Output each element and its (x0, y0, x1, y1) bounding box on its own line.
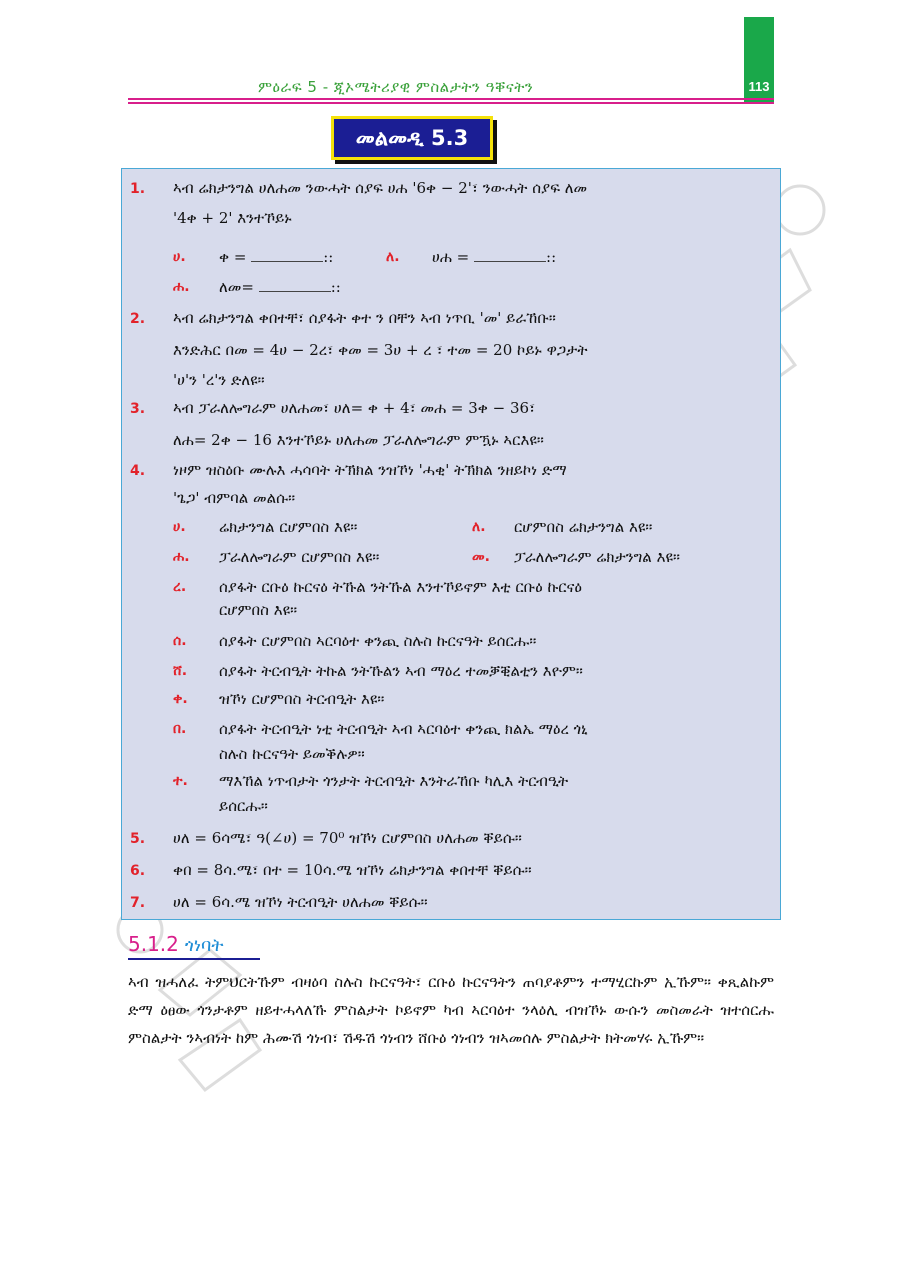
section-title: ጎነባት (184, 935, 224, 956)
q4-part-text: ርሆምበስ ሬክታንግል እዩ። (514, 518, 653, 536)
q4-part-text-2: ይሰርሑ። (219, 797, 268, 815)
exercise-box (121, 168, 781, 920)
q4-part-text: ሰያፋት ትርብዒት ትኩል ንትኹልን ኣብ ማዕረ ተመቓቒልቲን እዮም። (219, 662, 583, 680)
question-2-text-2: እንድሕር በመ = 4ሀ − 2ረ፣ ቀመ = 3ሀ + ረ ፣ ተመ = 20 ኮይኑ ዋጋታት (173, 341, 588, 359)
q4-part-label: ሰ. (173, 633, 187, 649)
q1-part-label: ሀ. (173, 249, 186, 265)
section-paragraph: ኣብ ዝሓለፈ ትምህርትኹም ብዛዕባ ስሉስ ኩርናዓት፣ ርቡዕ ኩርናዓትን ጠባያቶምን ተማሂርኩም ኢኹም። ቀጺልኩም ድማ ዕፀው ጎንታቶም ዘይተሓላለኹ ምስልታት ኮይኖም ካብ ኣርባዕተ ንላዕሊ ብዝኾኑ ውሱን መስመራት ዝተሰርሑ ምስልታት ንኣብነት ከም ሕሙሽ ጎነብ፣ ሽዱሽ ጎነብን ሸቡዕ ጎነብን ዝኣመሰሉ ምስልታት ክትመሃሩ ኢኹም። (128, 973, 774, 1047)
question-2-text-3: 'ሀ'ን 'ረ'ን ድለዩ። (173, 371, 265, 389)
question-2-text: ኣብ ሬክታንግል ቀበተቸ፣ ሰያፋት ቀተ ን በቸን ኣብ ነጥቢ 'መ' ይራኸቡ። (173, 309, 556, 327)
question-number: 2. (130, 311, 146, 327)
q4-part-text: ሰያፋት ርሆምበስ ኣርባዕተ ቀንጪ ስሉስ ኩርናዓት ይሰርሑ። (219, 632, 537, 650)
q4-part-label: ቀ. (173, 691, 188, 707)
chapter-header-title: ምዕራፍ 5 - ጂኦሜትሪያዊ ምስልታትን ዓቐናትን (258, 78, 534, 96)
question-1-text: ኣብ ሬክታንግል ሀለሐመ ንውሓት ሰያፍ ሀሐ '6ቀ − 2'፣ ንውሓት ሰያፍ ለመ (173, 179, 588, 197)
q4-part-label: ሀ. (173, 519, 186, 535)
q4-part-label: ለ. (472, 519, 486, 535)
q1-part-a-text: ቀ = (219, 248, 247, 266)
q4-part-text: ፓራለሎግራም ሬክታንግል እዩ። (514, 548, 680, 566)
section-heading (128, 932, 223, 956)
q4-part-label: መ. (472, 549, 490, 565)
q1-part-a: ቀ = :: (219, 248, 334, 266)
question-number: 7. (130, 895, 146, 911)
question-number: 6. (130, 863, 146, 879)
section-underline (128, 958, 260, 960)
q4-part-text-2: ስሉስ ኩርናዓት ይመቕሉዎ። (219, 745, 365, 763)
question-3-text: ኣብ ፓራለሎግራም ሀለሐመ፣ ሀለ= ቀ + 4፣ መሐ = 3ቀ − 36፣ (173, 399, 536, 417)
question-4-text-2: 'ጌጋ' ብምባል መልሱ። (173, 489, 296, 507)
question-number: 4. (130, 463, 146, 479)
q4-part-text: ዝኾነ ርሆምበስ ትርብዒት እዩ። (219, 690, 385, 708)
q1-part-label: ለ. (386, 249, 400, 265)
question-7-text: ሀለ = 6ሳ.ሜ ዝኾነ ትርብዒት ሀለሐመ ቐይሱ። (173, 893, 428, 911)
q4-part-label: ረ. (173, 579, 187, 595)
q1-part-c-text: ለመ= (219, 278, 254, 296)
q4-part-label: በ. (173, 721, 187, 737)
question-number: 1. (130, 181, 146, 197)
q4-part-text: ሰያፋት ትርብዒት ነቲ ትርብዒት ኣብ ኣርባዕተ ቀንጪ ክልኤ ማዕረ ጎኒ (219, 720, 588, 738)
header-divider (128, 98, 774, 100)
q1-part-c: ለመ= :: (219, 278, 341, 296)
q1-part-label: ሐ. (173, 279, 190, 295)
q4-part-text-2: ርሆምበስ እዩ። (219, 601, 298, 619)
q4-part-label: ሸ. (173, 663, 188, 679)
answer-blank[interactable] (251, 249, 323, 262)
q4-part-label: ሐ. (173, 549, 190, 565)
question-3-text-2: ለሐ= 2ቀ − 16 እንተኾይኑ ሀለሐመ ፓራለሎግራም ምዃኑ ኣርእዩ። (173, 431, 544, 449)
question-5-text: ሀለ = 6ሳሜ፣ ዓ(∠ሀ) = 70⁰ ዝኾነ ርሆምበስ ሀለሐመ ቐይሱ። (173, 829, 522, 847)
question-6-text: ቀበ = 8ሳ.ሜ፣ በተ = 10ሳ.ሜ ዝኾነ ሬክታንግል ቀበተቸ ቐይሱ። (173, 861, 532, 879)
answer-blank[interactable] (474, 249, 546, 262)
question-number: 5. (130, 831, 146, 847)
section-number: 5.1.2 (128, 932, 179, 956)
q4-part-text: ፓራለሎግራም ርሆምበስ እዩ። (219, 548, 380, 566)
question-1-text-2: '4ቀ + 2' እንተኾይኑ (173, 209, 292, 227)
question-4-text: ነዞም ዝስዕቡ ሙሉእ ሓሳባት ትኽክል ንዝኾነ 'ሓቂ' ትኽክል ንዘይኮነ ድማ (173, 461, 567, 479)
answer-blank[interactable] (259, 279, 331, 292)
q4-part-text: ሰያፋት ርቡዕ ኩርናዕ ትኹል ንትኹል እንተኾይኖም እቲ ርቡዕ ኩርናዕ (219, 578, 582, 596)
q4-part-label: ተ. (173, 773, 188, 789)
q1-part-b: ሀሐ = :: (432, 248, 557, 266)
exercise-label: መልመዲ 5.3 (331, 116, 493, 160)
header-divider-2 (128, 102, 774, 104)
page-number: 113 (748, 79, 770, 94)
q4-part-text: ማእኸል ነጥብታት ጎንታት ትርብዒት እንትራኸቡ ካሊእ ትርብዒት (219, 772, 569, 790)
question-number: 3. (130, 401, 146, 417)
q1-part-b-text: ሀሐ = (432, 248, 470, 266)
q4-part-text: ሬክታንግል ርሆምበስ እዩ። (219, 518, 358, 536)
